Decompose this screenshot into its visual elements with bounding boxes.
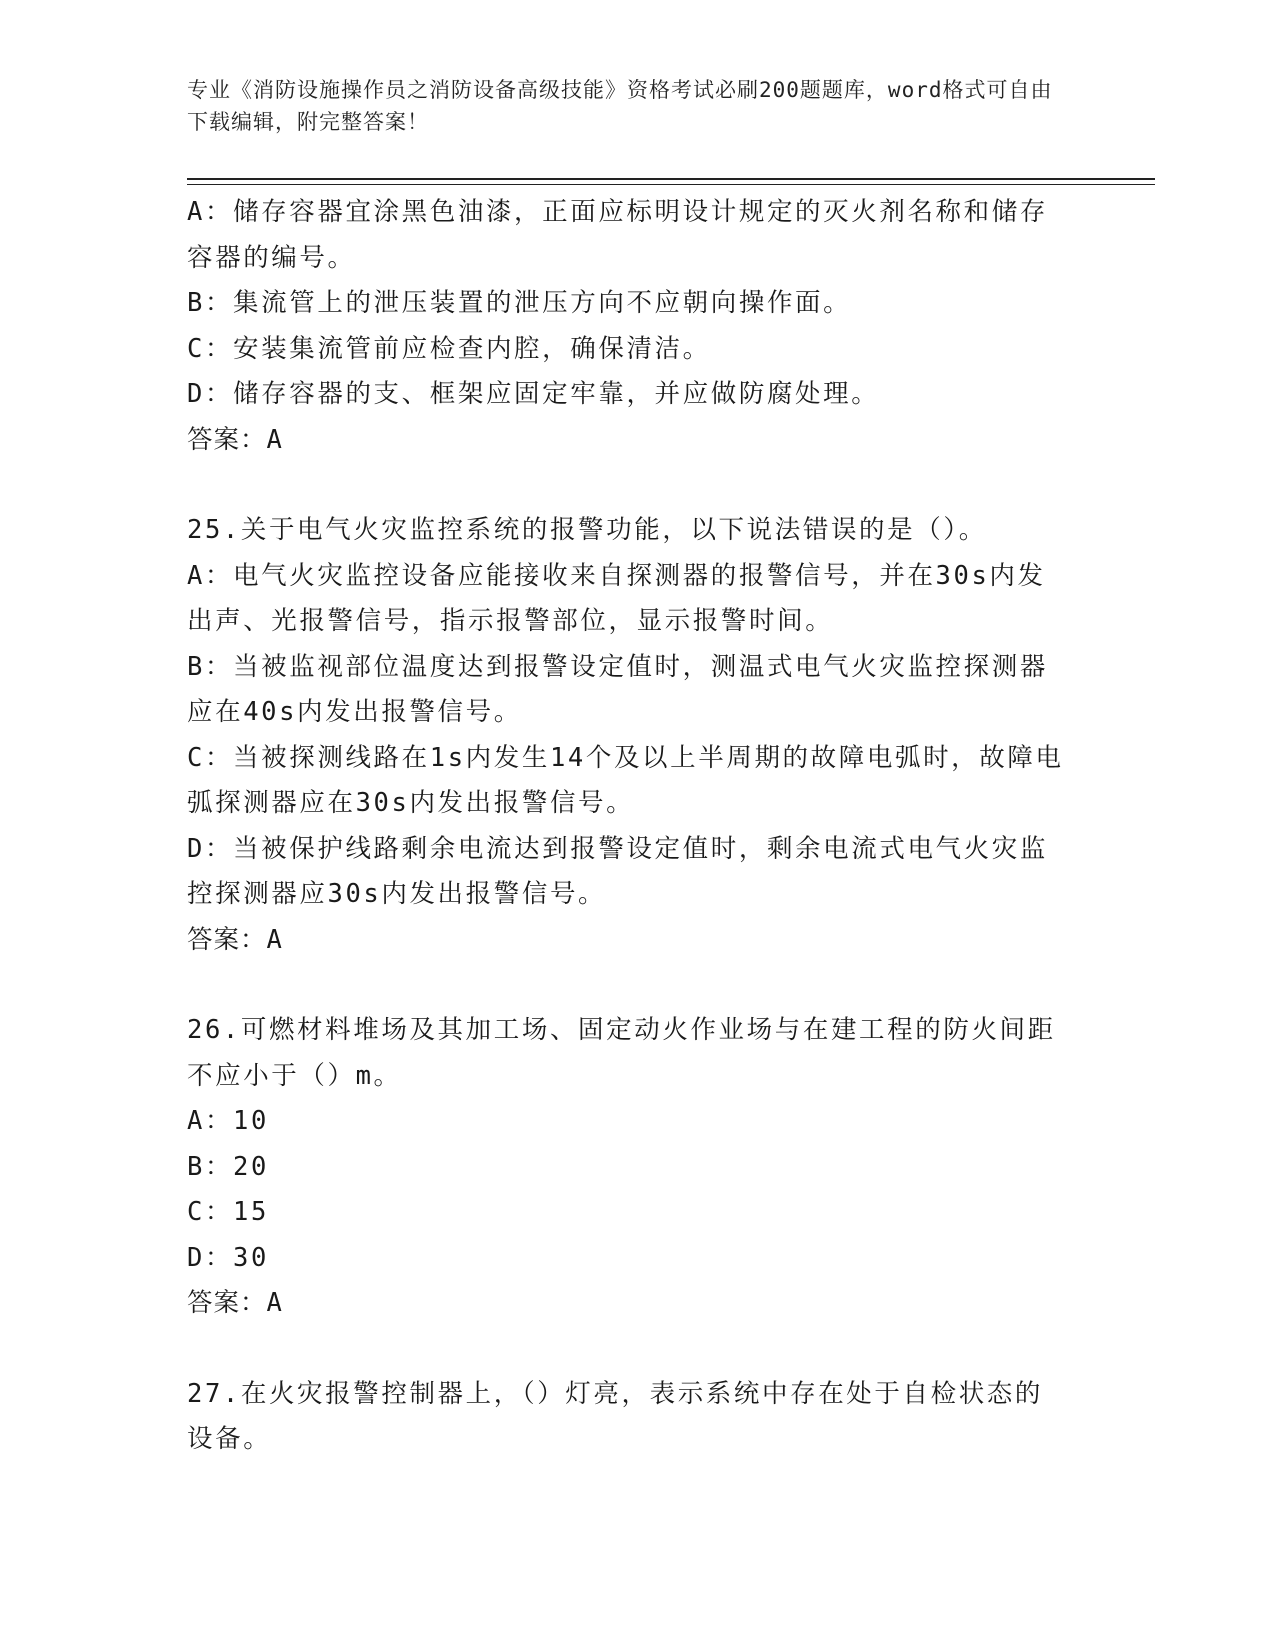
option-b: B：当被监视部位温度达到报警设定值时，测温式电气火灾监控探测器应在40s内发出报警信号。 <box>187 651 1048 727</box>
option-a: A：电气火灾监控设备应能接收来自探测器的报警信号，并在30s内发出声、光报警信号，指示报警部位，显示报警时间。 <box>187 560 1046 636</box>
page-header <box>187 74 1067 138</box>
option-d: D：30 <box>187 1242 269 1273</box>
option-d: D：当被保护线路剩余电流达到报警设定值时，剩余电流式电气火灾监控探测器应30s内发出报警信号。 <box>187 833 1048 909</box>
option-c: C：当被探测线路在1s内发生14个及以上半周期的故障电弧时，故障电弧探测器应在30s内发出报警信号。 <box>187 742 1064 818</box>
question-block-26 <box>187 1008 1067 1327</box>
option-c: C：15 <box>187 1197 269 1227</box>
document-body <box>187 190 1067 1463</box>
spacer <box>187 463 1067 508</box>
option-d: D：储存容器的支、框架应固定牢靠，并应做防腐处理。 <box>187 379 880 409</box>
option-a: A：储存容器宜涂黑色油漆，正面应标明设计规定的灭火剂名称和储存容器的编号。 <box>187 197 1048 273</box>
question-block-27 <box>187 1372 1067 1463</box>
answer-line: 答案：A <box>187 424 283 455</box>
option-b: B：20 <box>187 1151 269 1182</box>
header-divider <box>187 178 1155 185</box>
question-block-25 <box>187 508 1067 963</box>
spacer <box>187 963 1067 1008</box>
answer-line: 答案：A <box>187 924 283 955</box>
option-b: B：集流管上的泄压装置的泄压方向不应朝向操作面。 <box>187 288 852 318</box>
option-a: A：10 <box>187 1106 269 1136</box>
option-c: C：安装集流管前应检查内腔，确保清洁。 <box>187 333 711 364</box>
question-text: 26.可燃材料堆场及其加工场、固定动火作业场与在建工程的防火间距不应小于（）m。 <box>187 1015 1056 1091</box>
answer-line: 答案：A <box>187 1288 283 1318</box>
header-title: 专业《消防设施操作员之消防设备高级技能》资格考试必刷200题题库，word格式可自由下载编辑，附完整答案！ <box>187 78 1053 134</box>
spacer <box>187 1327 1067 1372</box>
question-text: 25.关于电气火灾监控系统的报警功能，以下说法错误的是（）。 <box>187 515 987 545</box>
question-text: 27.在火灾报警控制器上，（）灯亮，表示系统中存在处于自检状态的设备。 <box>187 1378 1044 1454</box>
question-block-24 <box>187 190 1067 463</box>
